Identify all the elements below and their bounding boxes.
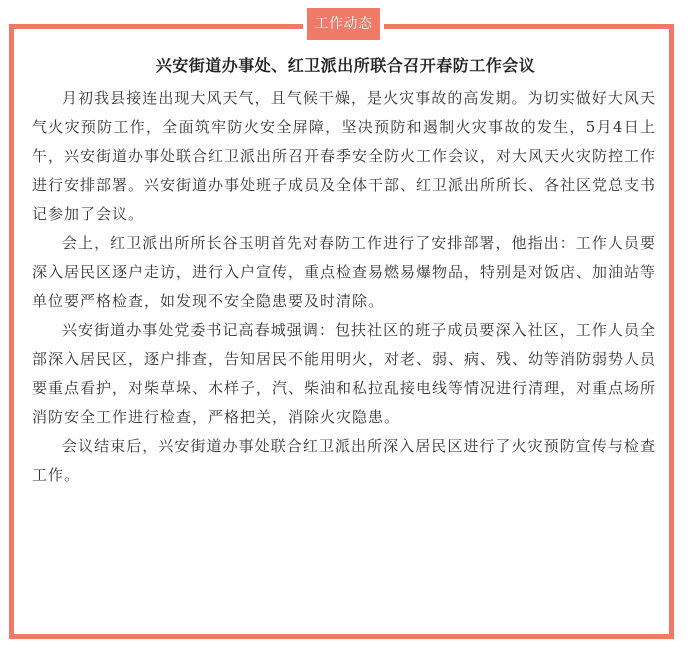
section-tag: 工作动态 bbox=[303, 8, 384, 40]
article-title: 兴安街道办事处、红卫派出所联合召开春防工作会议 bbox=[155, 56, 536, 75]
article-paragraph: 兴安街道办事处党委书记高春城强调：包扶社区的班子成员要深入社区，工作人员全部深入居民区，逐户排查，告知居民不能用明火，对老、弱、病、残、幼等消防弱势人员要重点看护，对柴草垛、木样子，汽、柴油和私拉乱接电线等情况进行清理，对重点场所消防安全工作进行检查，严格把关，消除火灾隐患。 bbox=[32, 321, 657, 426]
article-body bbox=[32, 84, 656, 490]
article-paragraph: 会上，红卫派出所所长谷玉明首先对春防工作进行了安排部署，他指出：工作人员要深入居民区逐户走访，进行入户宣传，重点检查易燃易爆物品，特别是对饭店、加油站等单位要严格检查，如发现不安全隐患要及时清除。 bbox=[32, 234, 657, 310]
article-paragraph: 月初我县接连出现大风天气，且气候干燥，是火灾事故的高发期。为切实做好大风天气火灾预防工作，全面筑牢防火安全屏障，坚决预防和遏制火灾事故的发生，5月4日上午，兴安街道办事处联合红卫派出所召开春季安全防火工作会议，对大风天火灾防控工作进行安排部署。兴安街道办事处班子成员及全体干部、红卫派出所所长、各社区党总支书记参加了会议。 bbox=[32, 89, 657, 223]
article-paragraph: 会议结束后，兴安街道办事处联合红卫派出所深入居民区进行了火灾预防宣传与检查工作。 bbox=[32, 437, 656, 484]
